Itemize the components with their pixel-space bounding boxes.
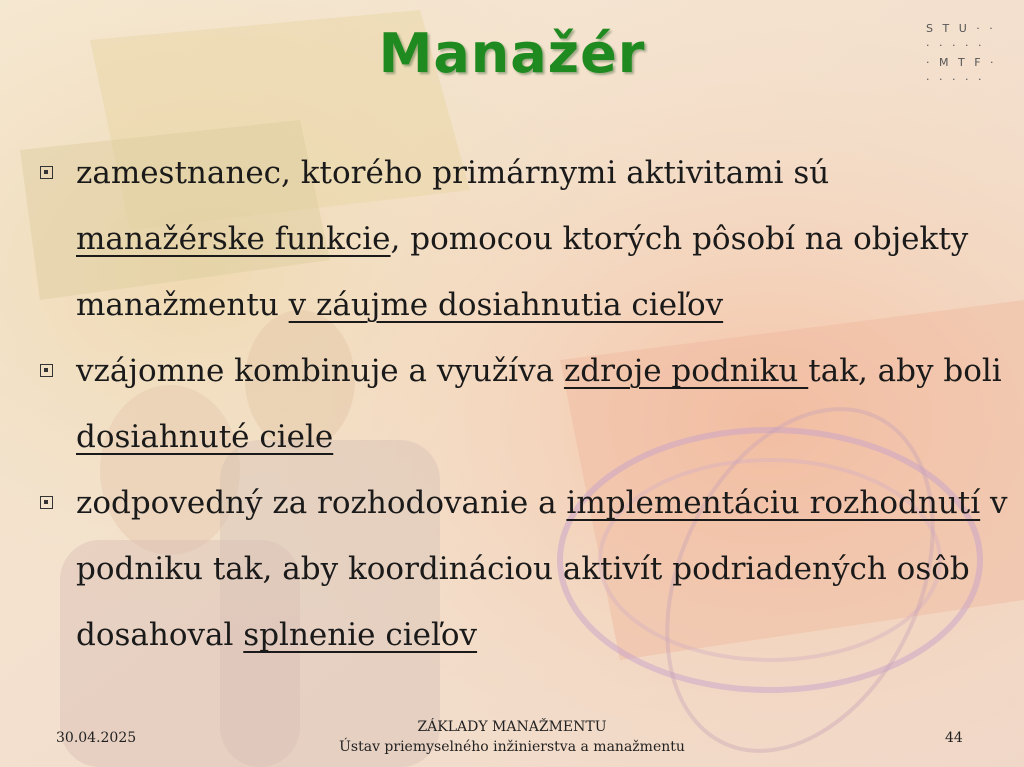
bullet-item	[34, 470, 1009, 668]
bullet-text: tak, aby boli	[808, 353, 1002, 389]
bullet-text: zamestnanec, ktorého primárnymi aktivitami sú	[76, 155, 830, 191]
square-bullet-icon	[40, 496, 53, 509]
bullet-item	[34, 338, 1009, 470]
slide-title: Manažér	[378, 22, 646, 85]
square-bullet-icon	[40, 364, 53, 377]
bullet-underlined-text: zdroje podniku	[563, 353, 809, 389]
stu-mtf-logo	[926, 20, 1014, 96]
footer-course-info	[262, 717, 762, 757]
bullet-text: , pomocou ktorých pôsobí na objekty manažmentu	[76, 221, 969, 323]
bullet-underlined-text: implementáciu rozhodnutí	[566, 485, 981, 521]
page-number: 44	[945, 730, 963, 746]
bullet-text: v podniku tak, aby koordináciou aktivít podriadených osôb dosahoval	[76, 485, 1008, 653]
square-bullet-icon	[40, 166, 53, 179]
bullet-list	[34, 140, 1009, 668]
bullet-underlined-text: v záujme dosiahnutia cieľov	[288, 287, 724, 323]
bullet-text: zodpovedný za rozhodovanie a	[76, 485, 567, 521]
bullet-text: vzájomne kombinuje a využíva	[76, 353, 564, 389]
bullet-underlined-text: dosiahnuté ciele	[76, 419, 334, 455]
logo-line: S T U · ·	[926, 22, 996, 35]
logo-line: · M T F ·	[926, 56, 997, 69]
bullet-underlined-text: splnenie cieľov	[243, 617, 478, 653]
footer-course: ZÁKLADY MANAŽMENTU	[417, 719, 607, 735]
logo-line: · · · · ·	[926, 39, 985, 52]
logo-line: · · · · ·	[926, 73, 985, 86]
bullet-underlined-text: manažérske funkcie	[76, 221, 391, 257]
footer-institute: Ústav priemyselného inžinierstva a manažmentu	[339, 739, 685, 755]
footer-date: 30.04.2025	[56, 730, 137, 746]
bullet-item	[34, 140, 1009, 338]
